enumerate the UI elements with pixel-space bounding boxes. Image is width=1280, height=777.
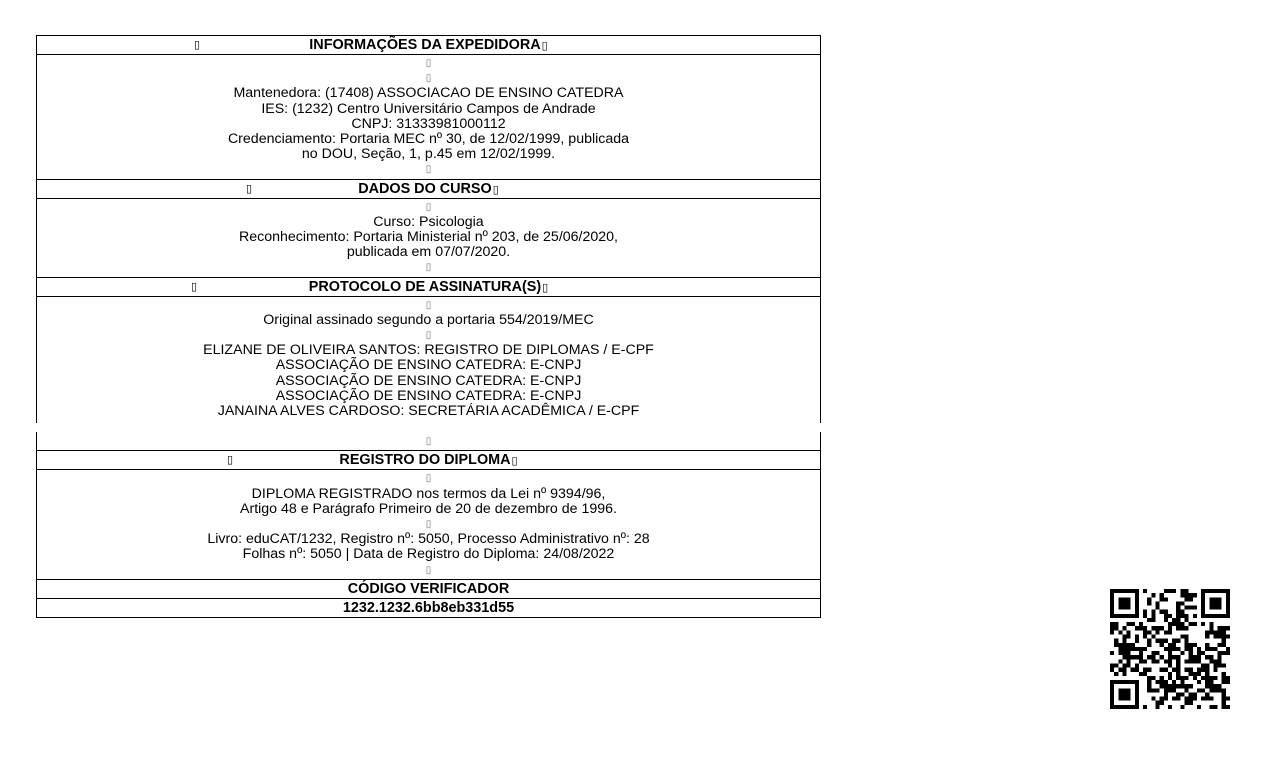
qr-code-icon[interactable] [1110,589,1230,709]
livro-registro-text: Livro: eduCAT/1232, Registro nº: 5050, Processo Administrativo nº: 28 [207,531,650,548]
placeholder-glyph: ▯ [227,454,234,467]
folhas-data-text: Folhas nº: 5050 | Data de Registro do Diploma: 24/08/2022 [242,546,615,563]
placeholder-glyph: ▯ [425,164,432,176]
placeholder-glyph: ▯ [425,58,432,69]
placeholder-glyph: ▯ [191,280,198,293]
section-title-protocolo: PROTOCOLO DE ASSINATURA(S) [308,278,542,295]
placeholder-glyph: ▯ [425,519,432,531]
section-body-protocolo [37,297,820,452]
signatario-line: JANAINA ALVES CARDOSO: SECRETÁRIA ACADÊMICA / E-CPF [217,403,640,420]
placeholder-glyph: ▯ [425,473,432,485]
section-title-expedidora: INFORMAÇÕES DA EXPEDIDORA [309,37,541,53]
section-body-registro [37,470,820,579]
cnpj-text: CNPJ: 31333981000112 [351,115,506,132]
signatario-line: ASSOCIAÇÃO DE ENSINO CATEDRA: E-CNPJ [275,372,582,389]
placeholder-glyph: ▯ [511,455,518,468]
placeholder-glyph: ▯ [425,73,432,85]
verification-code: 1232.1232.6bb8eb331d55 [342,599,515,616]
placeholder-glyph: ▯ [425,201,432,213]
placeholder-glyph: ▯ [492,183,499,196]
page-break-gap [35,423,822,432]
section-title-registro: REGISTRO DO DIPLOMA [339,452,511,469]
placeholder-glyph: ▯ [246,182,253,195]
credenciamento-line-2: no DOU, Seção, 1, p.45 em 12/02/1999. [301,146,556,163]
placeholder-glyph: ▯ [194,39,201,51]
placeholder-glyph: ▯ [425,262,432,274]
section-header-registro [37,451,820,470]
reconhecimento-line-2: publicada em 07/07/2020. [346,244,511,261]
termos-line-2: Artigo 48 e Parágrafo Primeiro de 20 de dezembro de 1996. [240,500,617,517]
section-body-expedidora [37,55,820,180]
section-header-curso [37,180,820,199]
placeholder-glyph: ▯ [425,299,432,311]
section-header-verificador [37,580,820,599]
placeholder-glyph: ▯ [541,40,548,52]
section-header-protocolo [37,278,820,297]
section-title-curso: DADOS DO CURSO [358,180,492,197]
section-body-curso [37,199,820,278]
signatario-line: ELIZANE DE OLIVEIRA SANTOS: REGISTRO DE DIPLOMAS / E-CPF [203,342,654,359]
section-header-expedidora [37,36,820,55]
curso-text: Curso: Psicologia [373,213,484,230]
reconhecimento-line-1: Reconhecimento: Portaria Ministerial nº 203, de 25/06/2020, [238,229,618,246]
signatario-line: ASSOCIAÇÃO DE ENSINO CATEDRA: E-CNPJ [275,357,582,374]
placeholder-glyph: ▯ [425,330,432,342]
credenciamento-line-1: Credenciamento: Portaria MEC nº 30, de 12/02/1999, publicada [227,131,630,148]
ies-text: IES: (1232) Centro Universitário Campos de Andrade [261,100,596,117]
mantenedora-text: Mantenedora: (17408) ASSOCIACAO DE ENSINO CATEDRA [233,85,624,102]
original-assinado-text: Original assinado segundo a portaria 554/2019/MEC [263,311,594,328]
termos-line-1: DIPLOMA REGISTRADO nos termos da Lei nº 9394/96, [251,485,606,502]
section-title-verificador: CÓDIGO VERIFICADOR [347,580,510,597]
diploma-registration-table [36,35,821,618]
placeholder-glyph: ▯ [425,564,432,576]
placeholder-glyph: ▯ [425,436,432,448]
signatario-line: ASSOCIAÇÃO DE ENSINO CATEDRA: E-CNPJ [275,387,582,404]
placeholder-glyph: ▯ [542,281,549,294]
